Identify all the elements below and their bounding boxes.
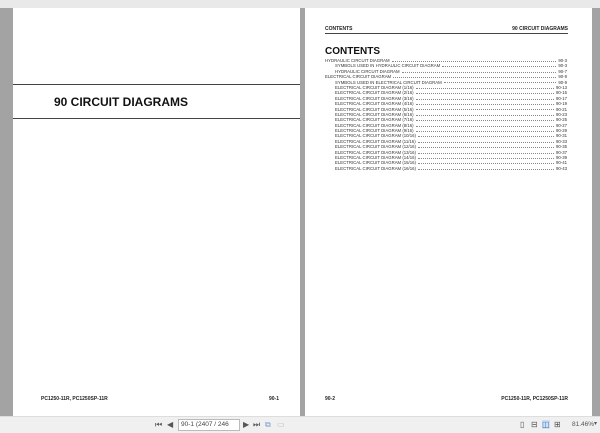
page-right: [305, 8, 592, 416]
toc-entry-page: 90-3: [558, 58, 567, 63]
toc-entry-page: 90-7: [558, 68, 567, 74]
toc-entry-page: 90-9: [558, 74, 567, 80]
toc-entry[interactable]: [325, 166, 567, 171]
toc-entry-label: SYMBOLS USED IN HYDRAULIC CIRCUIT DIAGRAM: [335, 63, 441, 69]
header-rule: [325, 33, 568, 34]
toc-entry-label: ELECTRICAL CIRCUIT DIAGRAM (9/16): [335, 128, 414, 134]
divider: [13, 118, 300, 119]
toc-entry-page: 90-9: [558, 79, 567, 85]
leader-dots: [416, 123, 554, 127]
prev-page-icon[interactable]: ◀: [167, 420, 174, 429]
page-number-input[interactable]: 90-1 (2407 / 246: [178, 419, 240, 431]
leader-dots: [416, 112, 554, 116]
toc-entry-page: 90-39: [556, 155, 567, 161]
toc-entry-page: 90-17: [556, 95, 567, 101]
toc-entry-page: 90-3: [558, 63, 567, 69]
toc-entry-label: ELECTRICAL CIRCUIT DIAGRAM (2/16): [335, 90, 414, 96]
leader-dots: [416, 117, 554, 121]
two-page-icon[interactable]: ◫: [542, 420, 550, 429]
leader-dots: [416, 90, 554, 94]
leader-dots: [418, 139, 554, 143]
continuous-icon[interactable]: ⊟: [531, 420, 538, 429]
toc-entry-label: SYMBOLS USED IN ELECTRICAL CIRCUIT DIAGRAM: [335, 79, 442, 85]
toc-entry-label: ELECTRICAL CIRCUIT DIAGRAM (12/16): [335, 144, 416, 150]
leader-dots: [442, 63, 556, 67]
toc-entry-page: 90-37: [556, 149, 567, 155]
toc-entry-label: ELECTRICAL CIRCUIT DIAGRAM (11/16): [335, 138, 416, 144]
toc-entry-label: ELECTRICAL CIRCUIT DIAGRAM (3/16): [335, 95, 414, 101]
last-page-icon[interactable]: ⏭: [253, 420, 261, 429]
zoom-dropdown-icon[interactable]: ▾: [594, 421, 598, 427]
divider: [13, 84, 300, 85]
leader-dots: [416, 107, 554, 111]
contents-list: [325, 58, 567, 171]
toc-entry-page: 90-41: [556, 160, 567, 166]
export-icon[interactable]: ▭: [277, 420, 285, 429]
leader-dots: [416, 85, 554, 89]
toc-entry-label: ELECTRICAL CIRCUIT DIAGRAM: [325, 74, 392, 80]
copy-icon[interactable]: ⧉: [265, 420, 271, 429]
leader-dots: [402, 69, 557, 73]
toc-entry-label: ELECTRICAL CIRCUIT DIAGRAM (13/16): [335, 149, 416, 155]
toc-entry-label: ELECTRICAL CIRCUIT DIAGRAM (7/16): [335, 117, 414, 123]
toc-entry-page: 90-35: [556, 144, 567, 150]
leader-dots: [444, 80, 557, 84]
toc-entry-page: 90-13: [556, 84, 567, 90]
leader-dots: [416, 128, 554, 132]
footer-page: 90-2: [325, 396, 336, 402]
toc-entry-label: ELECTRICAL CIRCUIT DIAGRAM (1/16): [335, 84, 414, 90]
toc-entry-page: 90-25: [556, 117, 567, 123]
toc-entry-page: 90-27: [556, 122, 567, 128]
leader-dots: [393, 74, 556, 78]
toc-entry-label: ELECTRICAL CIRCUIT DIAGRAM (4/16): [335, 101, 414, 107]
header-left: CONTENTS: [325, 26, 353, 32]
leader-dots: [418, 133, 554, 137]
leader-dots: [418, 155, 554, 159]
toc-entry-page: 90-43: [556, 165, 567, 171]
toc-entry-label: HYDRAULIC CIRCUIT DIAGRAM: [335, 68, 400, 74]
leader-dots: [418, 166, 554, 170]
leader-dots: [416, 101, 554, 105]
footer-page: 90-1: [269, 396, 280, 402]
toc-entry-page: 90-23: [556, 111, 567, 117]
footer-model: PC1250-11R, PC1250SP-11R: [501, 396, 568, 402]
zoom-level[interactable]: 81.46%: [572, 421, 595, 428]
toc-entry-page: 90-15: [556, 90, 567, 96]
page-left: [13, 8, 300, 416]
toc-entry-label: ELECTRICAL CIRCUIT DIAGRAM (6/16): [335, 111, 414, 117]
top-strip: [0, 0, 600, 8]
leader-dots: [418, 160, 554, 164]
leader-dots: [392, 58, 557, 62]
toc-entry-page: 90-31: [556, 133, 567, 139]
header-right: 90 CIRCUIT DIAGRAMS: [512, 26, 568, 32]
viewer-toolbar: [0, 416, 600, 433]
toc-entry-page: 90-19: [556, 101, 567, 107]
leader-dots: [418, 150, 554, 154]
toc-entry-page: 90-33: [556, 138, 567, 144]
two-page-continuous-icon[interactable]: ⊞: [554, 420, 561, 429]
footer-model: PC1250-11R, PC1250SP-11R: [41, 396, 108, 402]
toc-entry-label: ELECTRICAL CIRCUIT DIAGRAM (10/16): [335, 133, 416, 139]
chapter-title: 90 CIRCUIT DIAGRAMS: [54, 95, 189, 109]
toc-entry-label: ELECTRICAL CIRCUIT DIAGRAM (8/16): [335, 122, 414, 128]
leader-dots: [416, 96, 554, 100]
toc-entry-page: 90-29: [556, 128, 567, 134]
toc-entry-page: 90-21: [556, 106, 567, 112]
first-page-icon[interactable]: ⏮: [155, 420, 163, 429]
toc-entry-label: ELECTRICAL CIRCUIT DIAGRAM (5/16): [335, 106, 414, 112]
leader-dots: [418, 144, 554, 148]
contents-title: CONTENTS: [325, 46, 380, 57]
toc-entry-label: ELECTRICAL CIRCUIT DIAGRAM (14/16): [335, 155, 416, 161]
single-page-icon[interactable]: ▯: [520, 420, 525, 429]
toc-entry-label: ELECTRICAL CIRCUIT DIAGRAM (15/16): [335, 160, 416, 166]
toc-entry-label: HYDRAULIC CIRCUIT DIAGRAM: [325, 58, 390, 63]
toc-entry-label: ELECTRICAL CIRCUIT DIAGRAM (16/16): [335, 165, 416, 171]
next-page-icon[interactable]: ▶: [243, 420, 250, 429]
